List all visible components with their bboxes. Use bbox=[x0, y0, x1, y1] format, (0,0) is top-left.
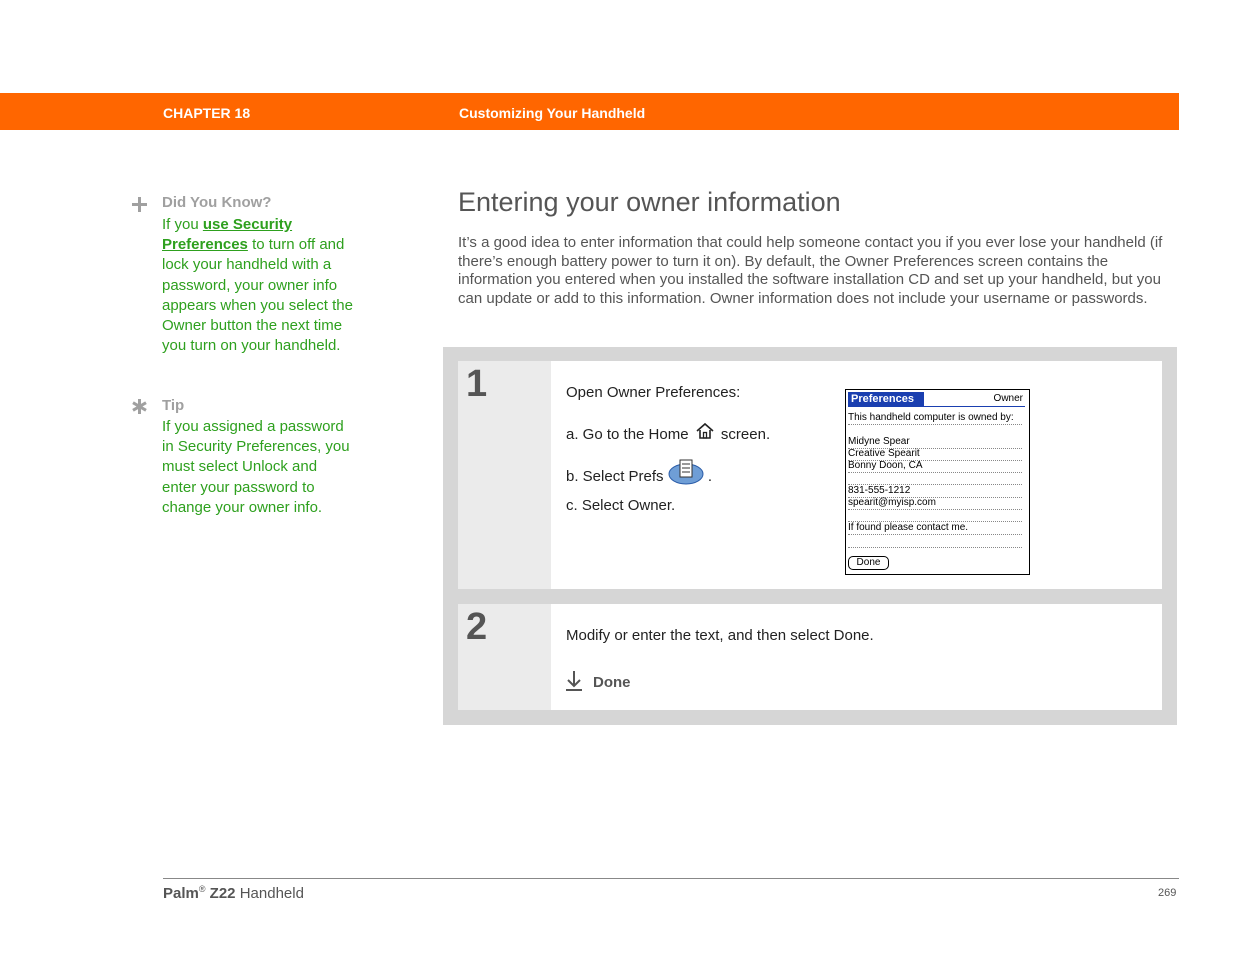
device-line: Creative Spearit bbox=[848, 448, 1022, 461]
prefs-icon bbox=[668, 459, 704, 485]
device-line: Bonny Doon, CA bbox=[848, 460, 1022, 473]
footer-rule bbox=[163, 878, 1179, 879]
page-number: 269 bbox=[1158, 887, 1177, 899]
step-number: 2 bbox=[466, 606, 488, 648]
step-1-item-a-text: a. Go to the Home bbox=[566, 426, 689, 443]
device-line: spearit@myisp.com bbox=[848, 497, 1022, 510]
intro-paragraph: It’s a good idea to enter information that could help someone contact you if you ever lose your handheld (if there’s enough battery power to turn it on). By default, the Owner Preferences screen contains the information you entered when you installed the software installation CD and set up your handheld, but you can update or add to this information. Owner information does not include your username or passwords. bbox=[458, 234, 1163, 307]
did-you-know-text bbox=[162, 215, 354, 356]
device-line: This handheld computer is owned by: bbox=[848, 412, 1022, 425]
step-1-item-c: c. Select Owner. bbox=[566, 497, 676, 514]
did-you-know-heading: Did You Know? bbox=[162, 194, 272, 211]
step-1-item-b-tail: . bbox=[707, 468, 713, 485]
device-line bbox=[848, 509, 1022, 522]
step-1-item-b bbox=[566, 459, 712, 485]
footer-product bbox=[163, 884, 304, 902]
owner-preferences-screenshot bbox=[845, 389, 1030, 575]
footer-reg: ® bbox=[198, 884, 206, 894]
device-title-tab: Preferences bbox=[848, 392, 924, 406]
tip-text: If you assigned a password in Security Preferences, you must select Unlock and enter your password to change your owner info. bbox=[162, 418, 350, 516]
device-corner-label: Owner bbox=[993, 393, 1023, 404]
step-1-lead: Open Owner Preferences: bbox=[566, 384, 741, 401]
step-2-text: Modify or enter the text, and then select Done. bbox=[566, 627, 874, 644]
footer-brand: Palm bbox=[163, 885, 199, 902]
device-line: If found please contact me. bbox=[848, 522, 1022, 535]
down-arrow-icon bbox=[565, 670, 583, 692]
chapter-title: Customizing Your Handheld bbox=[459, 105, 646, 121]
device-line bbox=[848, 472, 1022, 485]
device-line bbox=[848, 535, 1022, 548]
step-1-item-b-text: b. Select Prefs bbox=[566, 468, 664, 485]
did-you-know-lead: If you bbox=[162, 216, 203, 233]
section-title: Entering your owner information bbox=[458, 187, 841, 217]
step-2 bbox=[458, 604, 1162, 710]
step-1 bbox=[458, 361, 1162, 589]
device-line: Midyne Spear bbox=[848, 436, 1022, 449]
footer-product-name: Handheld bbox=[239, 885, 304, 902]
home-icon bbox=[695, 422, 715, 440]
step-1-item-a-tail: screen. bbox=[720, 426, 771, 443]
done-label: Done bbox=[593, 674, 631, 691]
asterisk-icon bbox=[131, 398, 148, 415]
plus-icon bbox=[131, 196, 148, 213]
step-1-item-a bbox=[566, 422, 770, 443]
chapter-label: CHAPTER 18 bbox=[163, 105, 251, 121]
tip-heading: Tip bbox=[162, 397, 185, 414]
did-you-know-body: to turn off and lock your handheld with a password, your owner info appears when you select the Owner button the next time you turn on your handheld. bbox=[162, 236, 353, 355]
device-title-bar bbox=[848, 392, 1025, 407]
security-preferences-link[interactable]: use Security Preferences bbox=[162, 216, 293, 254]
footer-model: Z22 bbox=[209, 885, 236, 902]
device-line: 831-555-1212 bbox=[848, 485, 1022, 498]
device-done-button: Done bbox=[848, 556, 889, 570]
step-number: 1 bbox=[466, 363, 488, 405]
